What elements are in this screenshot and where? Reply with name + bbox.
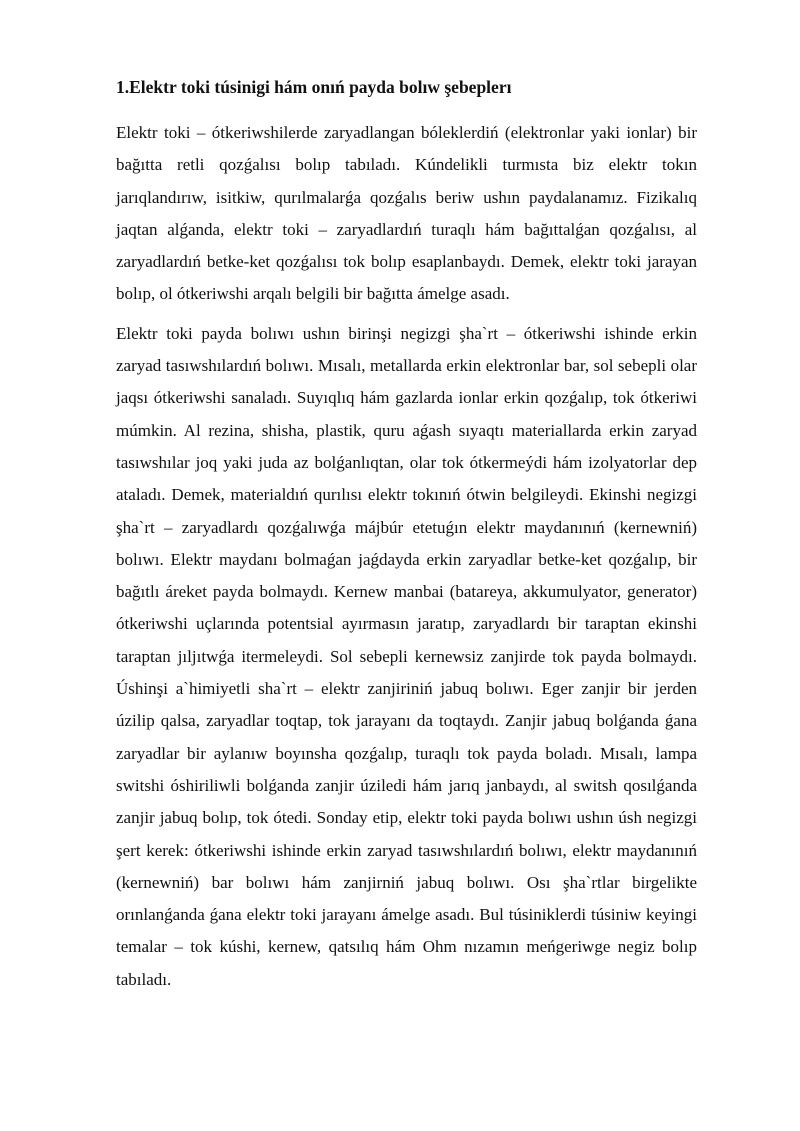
paragraph-definition: Elektr toki – ótkeriwshilerde zaryadlangan bóleklerdiń (elektronlar yaki ionlar) bir bağıtta retli qozǵalısı bolıp tabıladı. Kúndelikli turmısta biz elektr tokın jarıqlandırıw, isitkiw, qurılmalarǵa qozǵalıs beriw ushın paydalanamız. Fizikalıq jaqtan alǵanda, elektr toki – zaryadlardıń turaqlı hám bağıttalǵan qozǵalısı, al zaryadlardıń betke-ket qozǵalısı tok bolıp esaplanbaydı. Demek, elektr toki jarayan bolıp, ol ótkeriwshi arqalı belgili bir bağıtta ámelge asadı. — [116, 123, 697, 304]
paragraph-conditions: Elektr toki payda bolıwı ushın birinşi negizgi şha`rt – ótkeriwshi ishinde erkin zaryad tasıwshılardıń bolıwı. Mısalı, metallarda erkin elektronlar bar, sol sebepli olar jaqsı ótkeriwshi sanaladı. Suyıqlıq hám gazlarda ionlar erkin qozǵalıp, tok ótkeriwi múmkin. Al rezina, shisha, plastik, quru aǵash sıyaqtı materiallarda erkin zaryad tasıwshılar joq yaki juda az bolǵanlıqtan, olar tok ótkermeýdi hám izolyatorlar dep ataladı. Demek, materialdıń qurılısı elektr tokınıń ótwin belgileydi. Ekinshi negizgi şha`rt – zaryadlardı qozǵalıwǵa májbúr etetuǵın elektr maydanınıń (kernewniń) bolıwı. Elektr maydanı bolmaǵan jaǵdayda erkin zaryadlar betke-ket qozǵalıp, bir bağıtlı áreket payda bolmaydı. Kernew manbai (batareya, akkumulyator, generator) ótkeriwshi uçlarında potentsial ayırmasın jaratıp, zaryadlardı bir taraptan ekinshi taraptan jıljıtwǵa itermeleydi. Sol sebepli kernewsiz zanjirde tok payda bolmaydı. Úshinşi a`himiyetli sha`rt – elektr zanjiriniń jabuq bolıwı. Eger zanjir bir jerden úzilip qalsa, zaryadlar toqtap, tok jarayanı da toqtaydı. Zanjir jabuq bolǵanda ǵana zaryadlar bir aylanıw boyınsha qozǵalıp, turaqlı tok payda boladı. Mısalı, lampa switshi óshiriliwli bolǵanda zanjir úziledi hám jarıq janbaydı, al switsh qosılǵanda zanjir jabuq bolıp, tok ótedi. Sonday etip, elektr toki payda bolıwı ushın úsh negizgi şert kerek: ótkeriwshi ishinde erkin zaryad tasıwshılardıń bolıwı, elektr maydanınıń (kernewniń) bar bolıwı hám zanjirniń jabuq bolıwı. Osı şha`rtlar birgelikte orınlanǵanda ǵana elektr toki jarayanı ámelge asadı. Bul túsiniklerdi túsiniw keyingi temalar – tok kúshi, kernew, qatsılıq hám Ohm nızamın meńgeriwge negiz bolıp tabıladı. — [116, 323, 697, 989]
document-body — [116, 74, 697, 1003]
section-heading: 1.Elektr toki túsinigi hám onıń payda bolıw şebeplerı — [116, 77, 512, 97]
